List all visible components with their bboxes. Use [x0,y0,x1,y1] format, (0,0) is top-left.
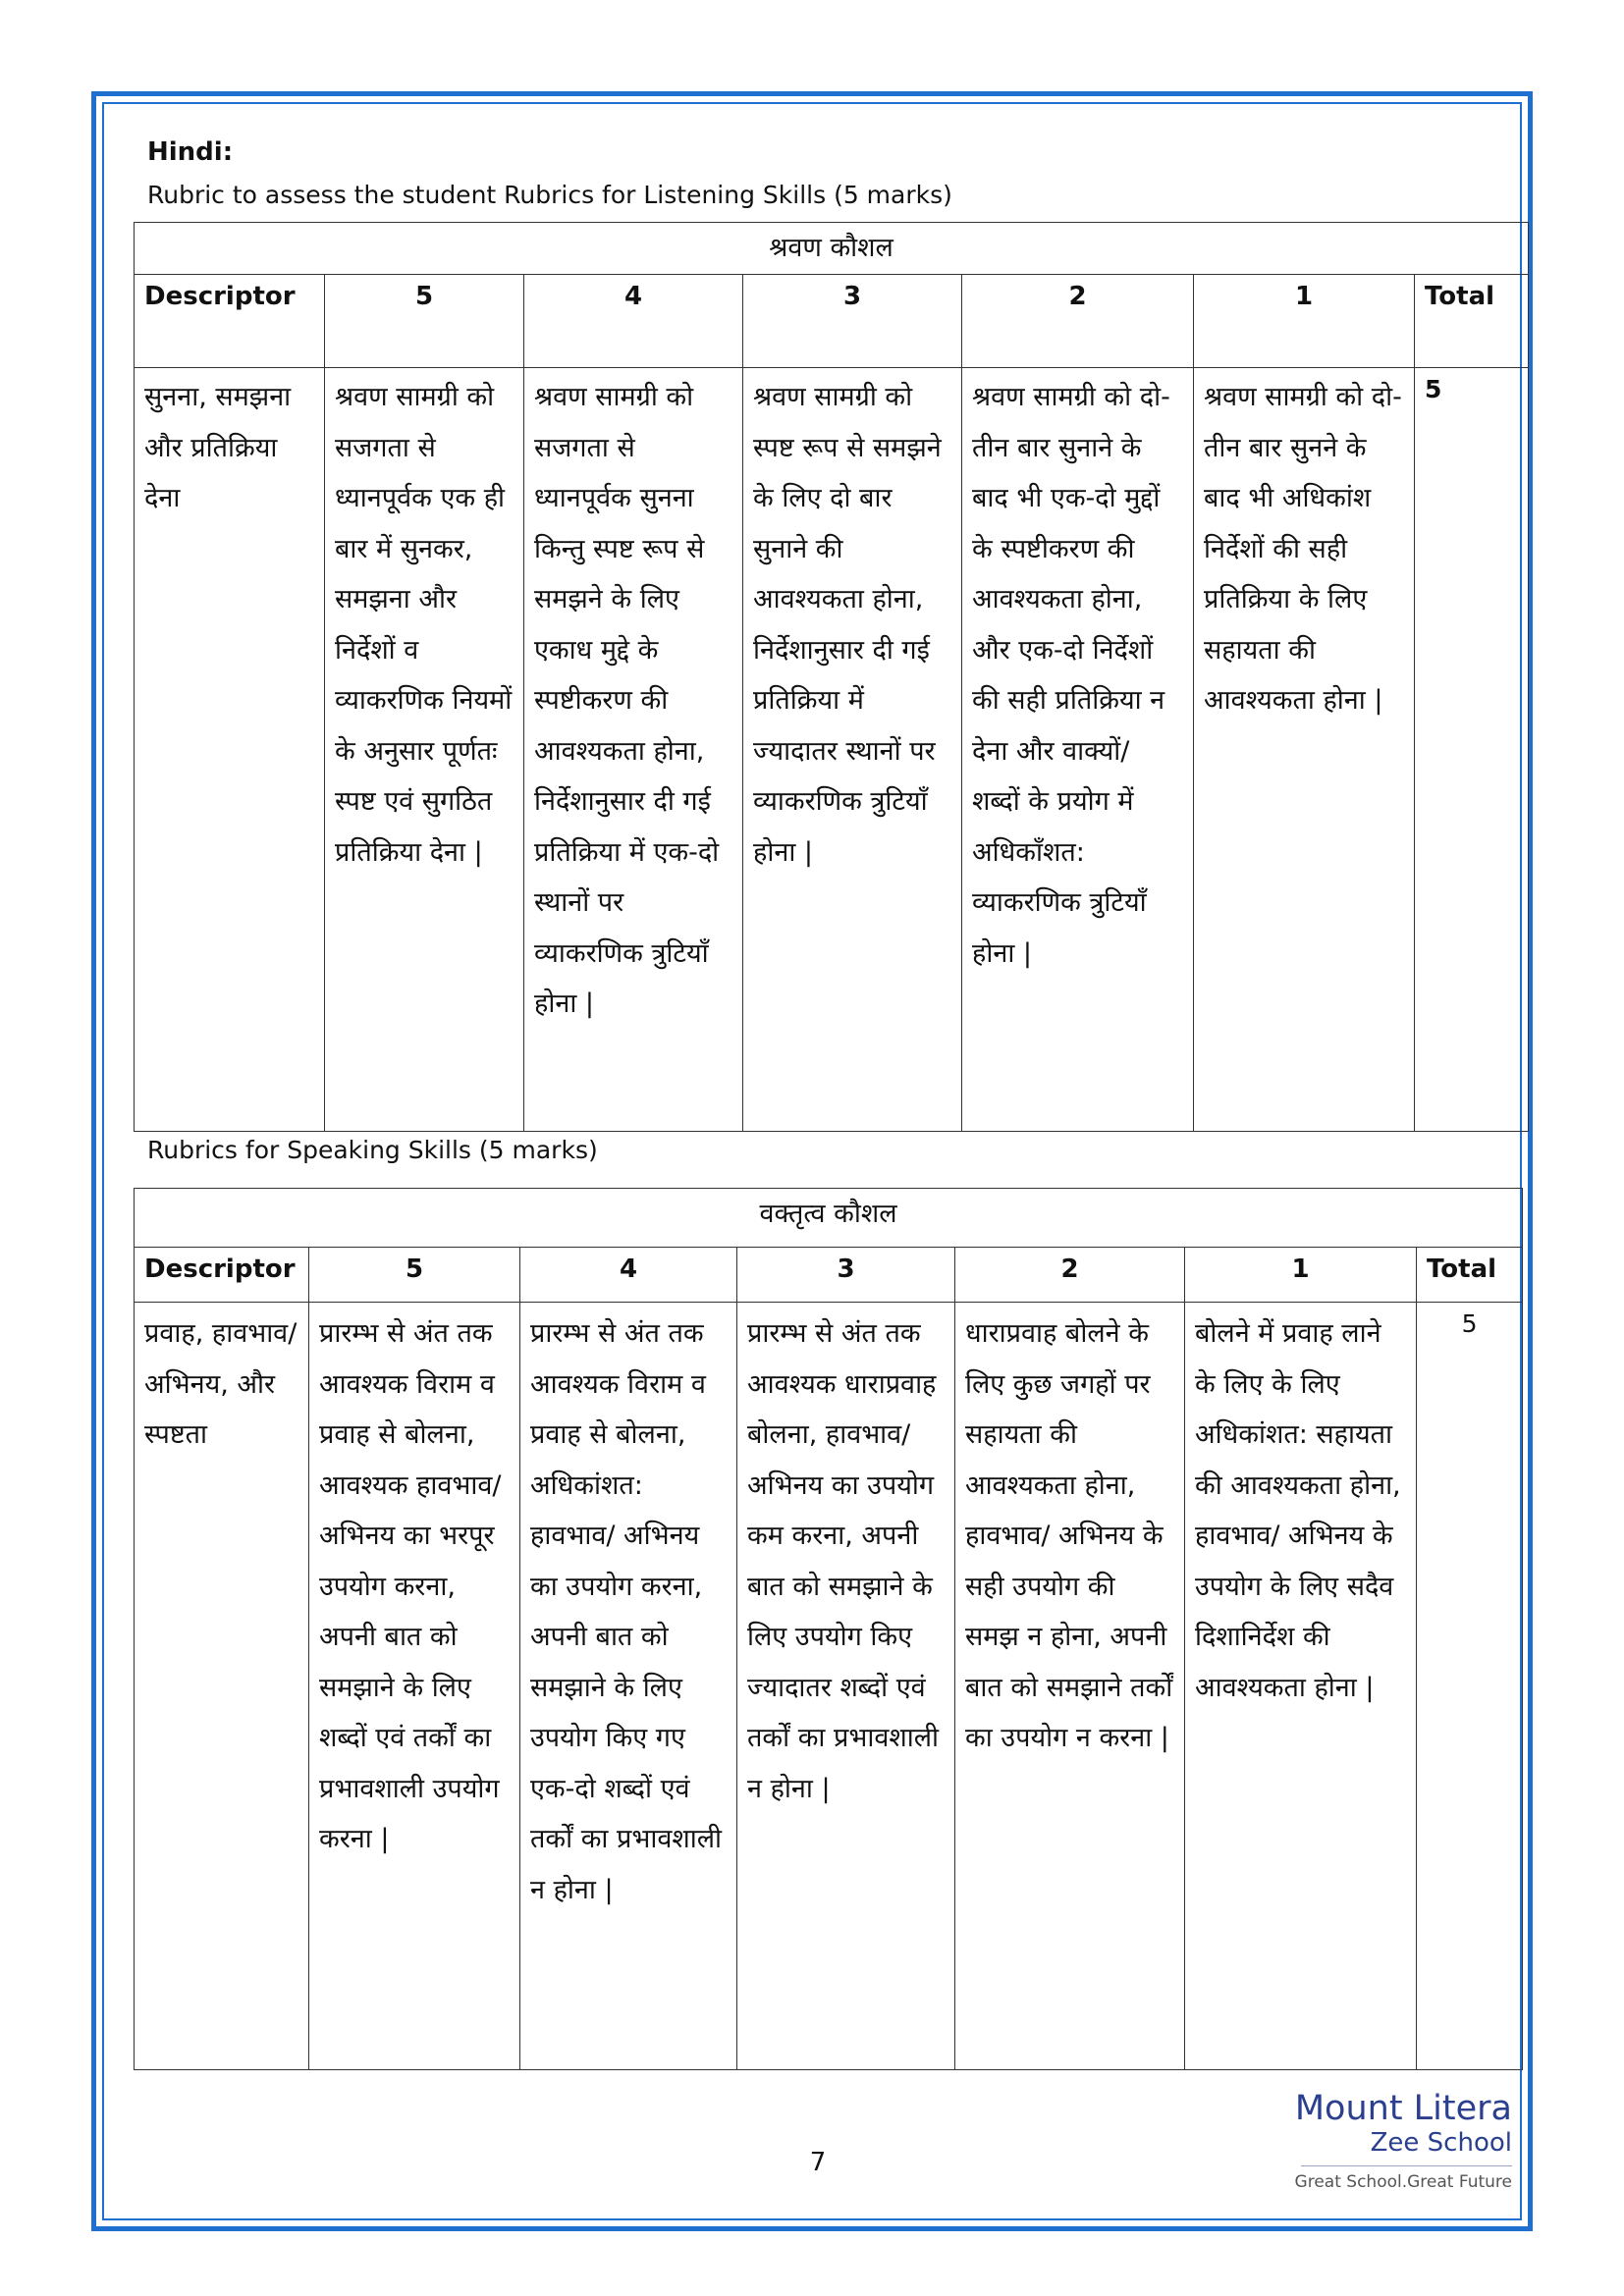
header-descriptor: Descriptor [135,275,325,368]
score-5-cell: प्रारम्भ से अंत तक आवश्यक विराम व प्रवाह से बोलना, आवश्यक हावभाव/ अभिनय का भरपूर उपयोग करना, अपनी बात को समझाने के लिए शब्दों एवं तर्कों का प्रभावशाली उपयोग करना | [309,1303,520,2070]
header-score-5: 5 [309,1248,520,1303]
section-heading: Hindi: [147,137,234,167]
header-total: Total [1415,275,1529,368]
speaking-rubric-table [134,1188,1523,2070]
score-1-cell: बोलने में प्रवाह लाने के लिए के लिए अधिकांशत: सहायता की आवश्यकता होना, हावभाव/ अभिनय के उपयोग के लिए सदैव दिशानिर्देश की आवश्यकता होना | [1185,1303,1417,2070]
header-score-2: 2 [962,275,1194,368]
header-score-1: 1 [1185,1248,1417,1303]
total-cell: 5 [1415,368,1529,1132]
logo-divider [1301,2165,1512,2166]
header-score-3: 3 [737,1248,955,1303]
descriptor-cell: प्रवाह, हावभाव/ अभिनय, और स्पष्टता [135,1303,309,2070]
header-score-5: 5 [325,275,524,368]
header-score-4: 4 [524,275,743,368]
header-score-2: 2 [955,1248,1185,1303]
school-logo [1281,2089,1512,2192]
listening-header-row [135,275,1529,368]
header-score-3: 3 [743,275,962,368]
speaking-data-row [135,1303,1523,2070]
header-score-4: 4 [520,1248,737,1303]
speaking-caption: Rubrics for Speaking Skills (5 marks) [147,1136,598,1164]
listening-caption: Rubric to assess the student Rubrics for Listening Skills (5 marks) [147,181,952,209]
score-5-cell: श्रवण सामग्री को सजगता से ध्यानपूर्वक एक ही बार में सुनकर, समझना और निर्देशों व व्याकरणिक नियमों के अनुसार पूर्णतः स्पष्ट एवं सुगठित प्रतिक्रिया देना | [325,368,524,1132]
listening-data-row [135,368,1529,1132]
score-4-cell: प्रारम्भ से अंत तक आवश्यक विराम व प्रवाह से बोलना, अधिकांशत: हावभाव/ अभिनय का उपयोग करना, अपनी बात को समझाने के लिए उपयोग किए गए एक-दो शब्दों एवं तर्कों का प्रभावशाली न होना | [520,1303,737,2070]
logo-name: Mount Litera [1294,2089,1512,2128]
score-2-cell: धाराप्रवाह बोलने के लिए कुछ जगहों पर सहायता की आवश्यकता होना, हावभाव/ अभिनय के सही उपयोग की समझ न होना, अपनी बात को समझाने तर्कों का उपयोग न करना | [955,1303,1185,2070]
score-3-cell: प्रारम्भ से अंत तक आवश्यक धाराप्रवाह बोलना, हावभाव/ अभिनय का उपयोग कम करना, अपनी बात को समझाने के लिए उपयोग किए ज्यादातर शब्दों एवं तर्कों का प्रभावशाली न होना | [737,1303,955,2070]
header-score-1: 1 [1194,275,1415,368]
speaking-header-row [135,1248,1523,1303]
speaking-title-row [135,1189,1523,1248]
descriptor-cell: सुनना, समझना और प्रतिक्रिया देना [135,368,325,1132]
total-cell: 5 [1417,1303,1523,2070]
header-descriptor: Descriptor [135,1248,309,1303]
score-1-cell: श्रवण सामग्री को दो-तीन बार सुनने के बाद भी अधिकांश निर्देशों की सही प्रतिक्रिया के लिए सहायता की आवश्यकता होना | [1194,368,1415,1132]
logo-subtitle: Zee School [1370,2128,1512,2158]
logo-tagline: Great School.Great Future [1294,2172,1512,2192]
page-number: 7 [809,2148,827,2177]
score-2-cell: श्रवण सामग्री को दो-तीन बार सुनाने के बाद भी एक-दो मुद्दों के स्पष्टीकरण की आवश्यकता होना, और एक-दो निर्देशों की सही प्रतिक्रिया न देना और वाक्यों/ शब्दों के प्रयोग में अधिकाँशत: व्याकरणिक त्रुटियाँ होना | [962,368,1194,1132]
header-total: Total [1417,1248,1523,1303]
listening-rubric-table [134,222,1529,1132]
score-3-cell: श्रवण सामग्री को स्पष्ट रूप से समझने के लिए दो बार सुनाने की आवश्यकता होना, निर्देशानुसार दी गई प्रतिक्रिया में ज्यादातर स्थानों पर व्याकरणिक त्रुटियाँ होना | [743,368,962,1132]
listening-title: श्रवण कौशल [135,223,1529,275]
speaking-title: वक्तृत्व कौशल [135,1189,1523,1248]
score-4-cell: श्रवण सामग्री को सजगता से ध्यानपूर्वक सुनना किन्तु स्पष्ट रूप से समझने के लिए एकाध मुद्दे के स्पष्टीकरण की आवश्यकता होना, निर्देशानुसार दी गई प्रतिक्रिया में एक-दो स्थानों पर व्याकरणिक त्रुटियाँ होना | [524,368,743,1132]
listening-title-row [135,223,1529,275]
